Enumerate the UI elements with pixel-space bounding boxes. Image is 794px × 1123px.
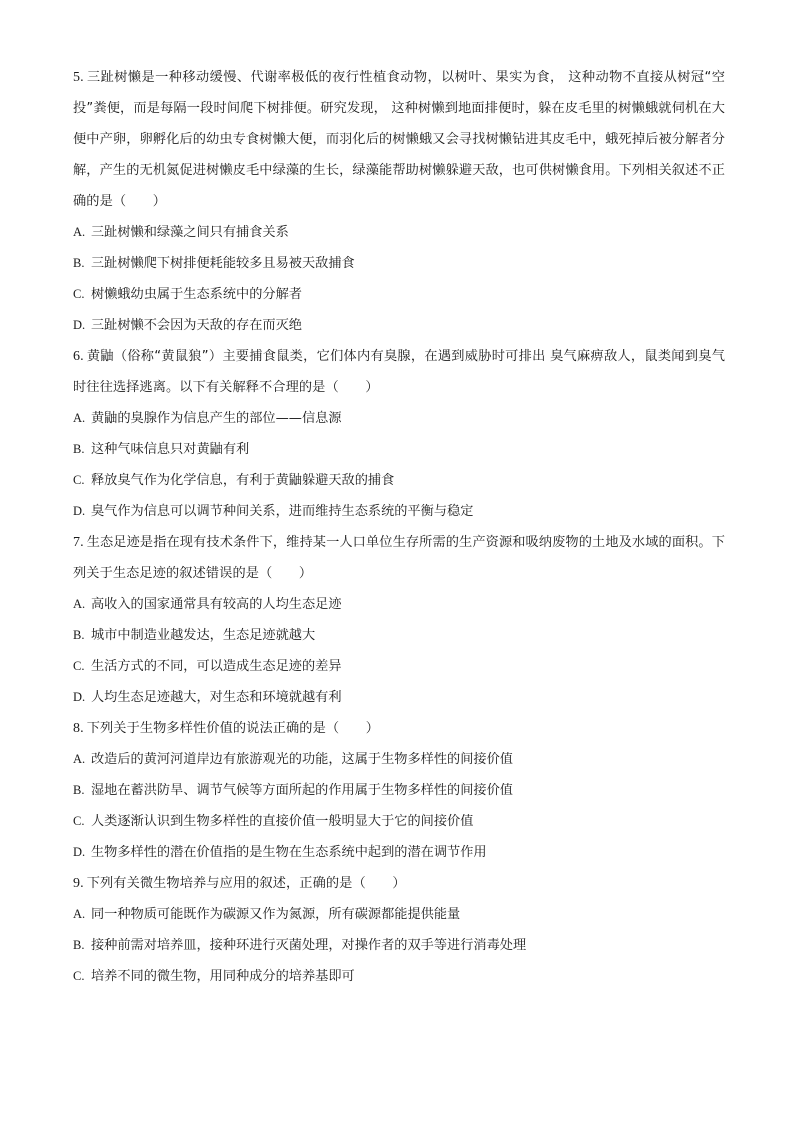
option-b [73,930,725,961]
option-letter: B. [73,783,85,797]
question-8 [73,713,725,868]
option-letter: B. [73,442,85,456]
option-letter: A. [73,597,86,611]
option-c [73,806,725,837]
question-text: 下列关于生物多样性价值的说法正确的是（ ） [86,721,380,736]
question-7 [73,527,725,713]
option-text: 接种前需对培养皿，接种环进行灭菌处理，对操作者的双手等进行消毒处理 [91,938,527,953]
option-c [73,465,725,496]
question-9 [73,868,725,992]
question-number: 9. [73,876,84,891]
option-letter: A. [73,907,86,921]
option-text: 同一种物质可能既作为碳源又作为氮源，所有碳源都能提供能量 [91,907,461,922]
option-a [73,589,725,620]
option-letter: C. [73,969,85,983]
question-text: 生态足迹是指在现有技术条件下，维持某一人口单位生存所需的生产资源和吸纳废物的土地及水域的面积。下列关于生态足迹的叙述错误的是（ ） [73,535,725,581]
option-c [73,651,725,682]
option-letter: C. [73,814,85,828]
option-c [73,961,725,992]
option-text: 高收入的国家通常具有较高的人均生态足迹 [91,597,342,612]
question-text: 黄鼬（俗称“黄鼠狼”）主要捕食鼠类，它们体内有臭腺，在遇到威胁时可排出 臭气麻痹敌人，鼠类闻到臭气时往往选择逃离。以下有关解释不合理的是（ ） [73,349,725,395]
option-letter: B. [73,628,85,642]
question-stem [73,62,725,217]
question-number: 7. [73,535,84,550]
option-b [73,248,725,279]
option-text: 三趾树懒不会因为天敌的存在而灭绝 [91,318,302,333]
option-b [73,620,725,651]
question-stem [73,713,725,744]
option-text: 人均生态足迹越大，对生态和环境就越有利 [91,690,342,705]
option-b [73,434,725,465]
option-text: 三趾树懒爬下树排便耗能较多且易被天敌捕食 [91,256,355,271]
option-text: 培养不同的微生物，用同种成分的培养基即可 [91,969,355,984]
option-text: 三趾树懒和绿藻之间只有捕食关系 [91,225,289,240]
option-d [73,496,725,527]
option-d [73,310,725,341]
option-letter: A. [73,225,86,239]
option-b [73,775,725,806]
option-text: 黄鼬的臭腺作为信息产生的部位——信息源 [91,411,342,426]
option-text: 这种气味信息只对黄鼬有利 [91,442,250,457]
option-text: 城市中制造业越发达，生态足迹就越大 [91,628,316,643]
option-letter: D. [73,318,86,332]
option-letter: C. [73,287,85,301]
option-letter: A. [73,411,86,425]
option-a [73,744,725,775]
question-stem [73,868,725,899]
option-d [73,837,725,868]
option-letter: C. [73,473,85,487]
question-number: 5. [73,70,84,85]
question-number: 8. [73,721,84,736]
question-6 [73,341,725,527]
option-text: 改造后的黄河河道岸边有旅游观光的功能，这属于生物多样性的间接价值 [91,752,513,767]
option-text: 生活方式的不同，可以造成生态足迹的差异 [91,659,342,674]
option-text: 生物多样性的潜在价值指的是生物在生态系统中起到的潜在调节作用 [91,845,487,860]
option-text: 臭气作为信息可以调节种间关系，进而维持生态系统的平衡与稳定 [91,504,474,519]
question-number: 6. [73,349,84,364]
question-stem [73,341,725,403]
option-letter: B. [73,938,85,952]
option-a [73,899,725,930]
option-a [73,403,725,434]
option-letter: D. [73,690,86,704]
option-letter: A. [73,752,86,766]
question-5 [73,62,725,341]
option-letter: D. [73,504,86,518]
option-a [73,217,725,248]
option-text: 树懒蛾幼虫属于生态系统中的分解者 [91,287,302,302]
question-text: 三趾树懒是一种移动缓慢、代谢率极低的夜行性植食动物，以树叶、果实为食， 这种动物不直接从树冠“空投”粪便，而是每隔一段时间爬下树排便。研究发现， 这种树懒到地面排便时，躲在皮毛里的树懒蛾就伺机在大便中产卵，卵孵化后的幼虫专食树懒大便，而羽化后的树懒蛾又会寻找树懒钻进其皮毛中，蛾死掉后被分解者分解，产生的无机氮促进树懒皮毛中绿藻的生长，绿藻能帮助树懒躲避天敌，也可供树懒食用。下列相关叙述不正确的是（ ） [73,70,725,209]
question-text: 下列有关微生物培养与应用的叙述，正确的是（ ） [86,876,406,891]
option-letter: C. [73,659,85,673]
question-stem [73,527,725,589]
option-d [73,682,725,713]
option-text: 人类逐渐认识到生物多样性的直接价值一般明显大于它的间接价值 [91,814,474,829]
option-letter: D. [73,845,86,859]
option-c [73,279,725,310]
option-text: 释放臭气作为化学信息，有利于黄鼬躲避天敌的捕食 [91,473,395,488]
option-letter: B. [73,256,85,270]
exam-page [73,62,725,992]
option-text: 湿地在蓄洪防旱、调节气候等方面所起的作用属于生物多样性的间接价值 [91,783,513,798]
